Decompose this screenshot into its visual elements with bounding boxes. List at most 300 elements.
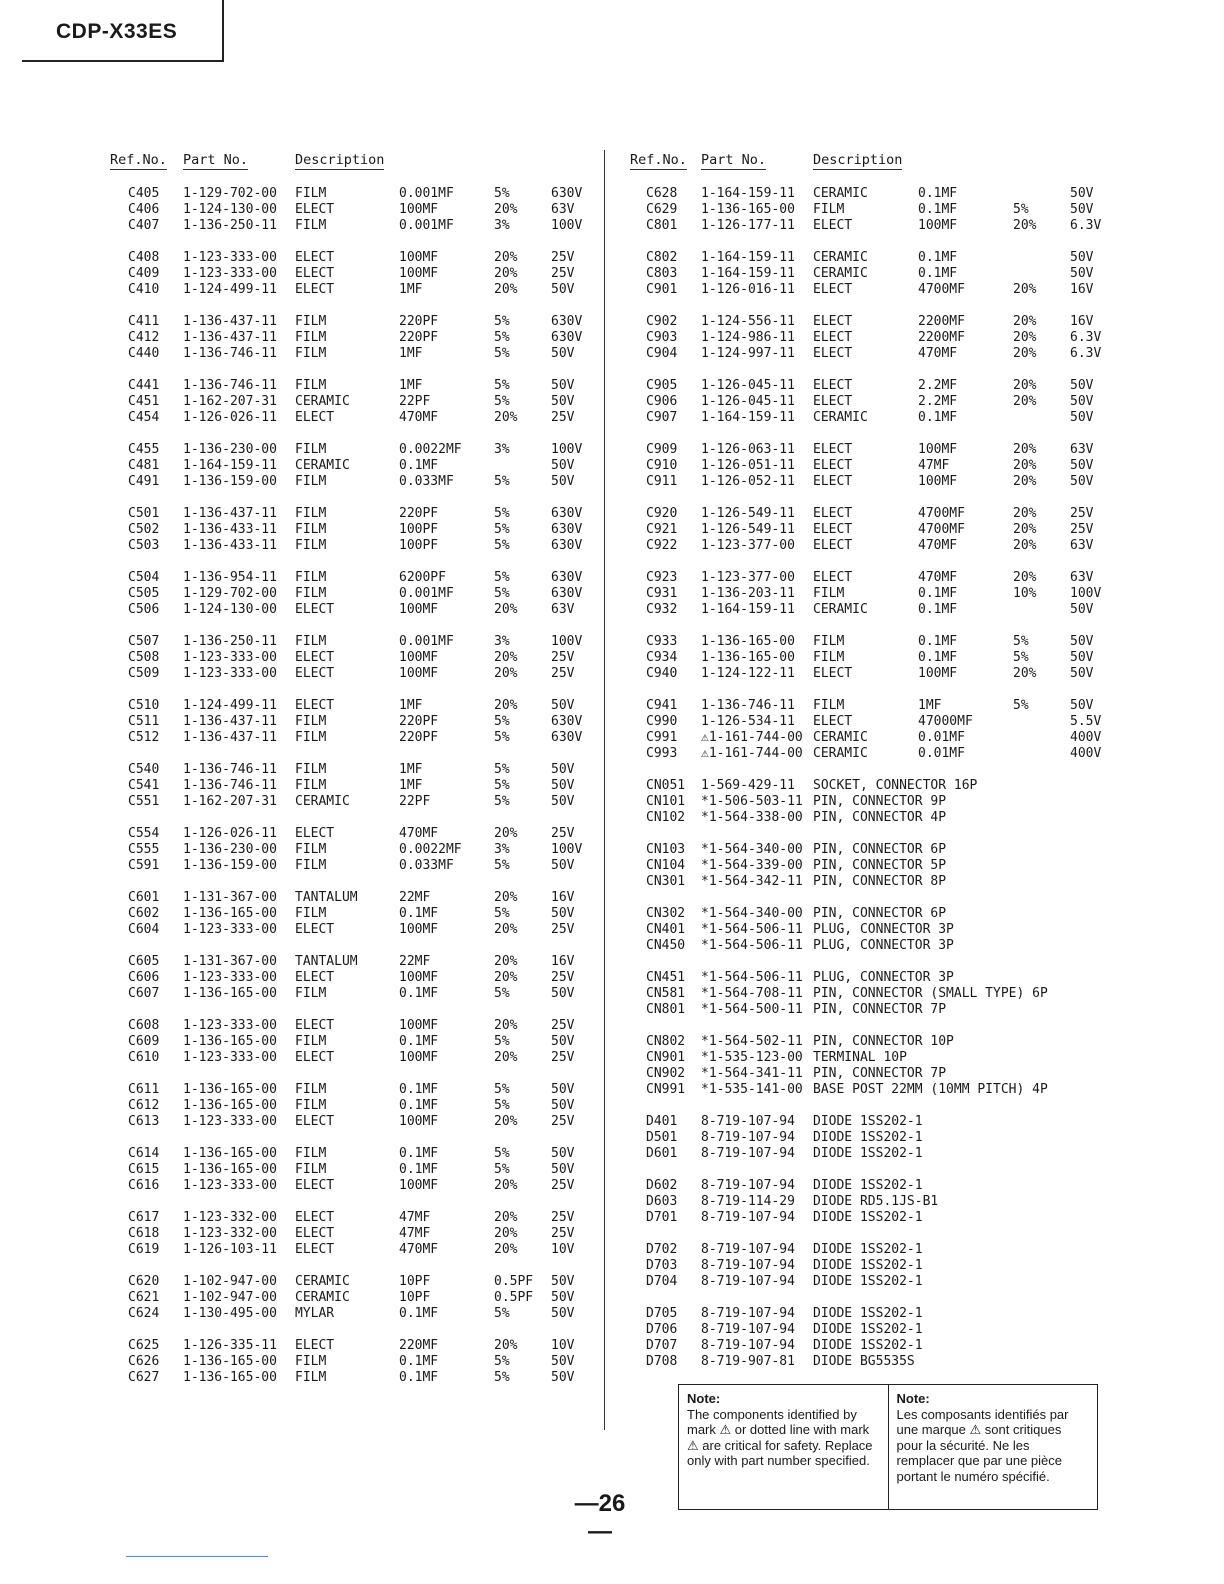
description-cell: ELECT [813, 474, 853, 489]
part-no-cell: 1-136-746-11 [183, 346, 277, 361]
part-no-cell: 1-136-203-11 [701, 586, 795, 601]
value-cell: 0.1MF [918, 186, 958, 201]
voltage-cell: 50V [551, 346, 575, 361]
ref-no-cell: C555 [128, 842, 160, 857]
value-cell: 22PF [399, 794, 431, 809]
value-cell: 47MF [399, 1226, 431, 1241]
part-no-cell: 1-123-333-00 [183, 266, 277, 281]
description-cell: ELECT [295, 1226, 335, 1241]
ref-no-cell: C613 [128, 1114, 160, 1129]
part-no-cell: 1-136-437-11 [183, 330, 277, 345]
description-cell: DIODE 1SS202-1 [813, 1178, 923, 1193]
description-cell: ELECT [813, 394, 853, 409]
description-cell: ELECT [295, 698, 335, 713]
part-no-cell: 8-719-107-94 [701, 1242, 795, 1257]
ref-no-cell: C627 [128, 1370, 160, 1385]
part-no-cell: 1-126-177-11 [701, 218, 795, 233]
part-no-cell: *1-506-503-11 [701, 794, 803, 809]
ref-no-cell: CN801 [646, 1002, 686, 1017]
part-no-cell: 1-126-016-11 [701, 282, 795, 297]
part-no-cell: 1-126-063-11 [701, 442, 795, 457]
part-no-cell: 1-123-377-00 [701, 538, 795, 553]
part-no-cell: 1-164-159-11 [701, 250, 795, 265]
voltage-cell: 100V [551, 218, 583, 233]
description-cell: ELECT [295, 602, 335, 617]
tolerance-cell: 5% [494, 1098, 510, 1113]
part-no-cell: 1-130-495-00 [183, 1306, 277, 1321]
ref-no-cell: D707 [646, 1338, 678, 1353]
description-cell: CERAMIC [813, 602, 868, 617]
tolerance-cell: 5% [494, 330, 510, 345]
description-cell: ELECT [295, 666, 335, 681]
description-cell: CERAMIC [813, 410, 868, 425]
bottom-rule [126, 1556, 268, 1557]
page-number: —26— [574, 1490, 626, 1545]
ref-no-cell: C940 [646, 666, 678, 681]
tolerance-cell: 3% [494, 442, 510, 457]
part-no-cell: 8-719-107-94 [701, 1322, 795, 1337]
safety-notes [678, 1384, 1098, 1510]
part-no-cell: 1-136-165-00 [701, 634, 795, 649]
voltage-cell: 100V [551, 634, 583, 649]
voltage-cell: 25V [551, 1226, 575, 1241]
value-cell: 0.1MF [399, 458, 439, 473]
value-cell: 47000MF [918, 714, 973, 729]
note-title: Note: [687, 1391, 721, 1406]
value-cell: 470MF [918, 570, 958, 585]
ref-no-cell: CN581 [646, 986, 686, 1001]
ref-no-cell: CN302 [646, 906, 686, 921]
value-cell: 0.1MF [399, 1098, 439, 1113]
ref-no-cell: C551 [128, 794, 160, 809]
voltage-cell: 50V [551, 906, 575, 921]
ref-no-cell: D601 [646, 1146, 678, 1161]
description-cell: DIODE 1SS202-1 [813, 1210, 923, 1225]
part-no-cell: *1-564-708-11 [701, 986, 803, 1001]
part-no-cell: 8-719-107-94 [701, 1258, 795, 1273]
part-no-cell: 1-164-159-11 [701, 602, 795, 617]
part-no-cell: *1-564-339-00 [701, 858, 803, 873]
description-cell: ELECT [295, 1050, 335, 1065]
value-cell: 220MF [399, 1338, 439, 1353]
description-cell: DIODE 1SS202-1 [813, 1322, 923, 1337]
ref-no-cell: C412 [128, 330, 160, 345]
part-no-cell: 1-136-437-11 [183, 714, 277, 729]
value-cell: 220PF [399, 506, 439, 521]
voltage-cell: 50V [551, 698, 575, 713]
tolerance-cell: 20% [1013, 218, 1037, 233]
value-cell: 4700MF [918, 506, 965, 521]
ref-no-cell: C541 [128, 778, 160, 793]
voltage-cell: 25V [551, 266, 575, 281]
part-no-cell: 1-126-052-11 [701, 474, 795, 489]
description-cell: FILM [295, 218, 327, 233]
value-cell: 1MF [918, 698, 942, 713]
value-cell: 0.001MF [399, 186, 454, 201]
value-cell: 100MF [399, 266, 439, 281]
tolerance-cell: 0.5PF [494, 1290, 534, 1305]
part-no-cell: 1-569-429-11 [701, 778, 795, 793]
voltage-cell: 50V [551, 1098, 575, 1113]
value-cell: 0.1MF [918, 410, 958, 425]
ref-no-cell: C455 [128, 442, 160, 457]
description-cell: ELECT [813, 442, 853, 457]
description-cell: ELECT [813, 378, 853, 393]
value-cell: 220PF [399, 330, 439, 345]
voltage-cell: 50V [551, 1290, 575, 1305]
value-cell: 100MF [399, 602, 439, 617]
part-no-header: Part No. [701, 152, 767, 168]
value-cell: 4700MF [918, 282, 965, 297]
tolerance-cell: 5% [494, 394, 510, 409]
description-cell: ELECT [295, 970, 335, 985]
ref-no-cell: C614 [128, 1146, 160, 1161]
description-cell: PIN, CONNECTOR 8P [813, 874, 947, 889]
ref-no-cell: C505 [128, 586, 160, 601]
description-cell: FILM [295, 1354, 327, 1369]
part-no-cell: 1-126-026-11 [183, 826, 277, 841]
value-cell: 100MF [918, 474, 958, 489]
ref-no-cell: C451 [128, 394, 160, 409]
description-cell: PIN, CONNECTOR 6P [813, 906, 947, 921]
tolerance-cell: 5% [494, 794, 510, 809]
value-cell: 220PF [399, 714, 439, 729]
tolerance-cell: 20% [494, 954, 518, 969]
tolerance-cell: 20% [494, 1018, 518, 1033]
description-cell: ELECT [295, 202, 335, 217]
description-cell: DIODE 1SS202-1 [813, 1130, 923, 1145]
tolerance-cell: 20% [494, 698, 518, 713]
value-cell: 0.001MF [399, 634, 454, 649]
value-cell: 1MF [399, 282, 423, 297]
value-cell: 0.01MF [918, 730, 965, 745]
ref-no-cell: CN301 [646, 874, 686, 889]
voltage-cell: 50V [551, 378, 575, 393]
value-cell: 100MF [399, 250, 439, 265]
ref-no-cell: C902 [646, 314, 678, 329]
description-cell: DIODE 1SS202-1 [813, 1274, 923, 1289]
ref-no-cell: C990 [646, 714, 678, 729]
ref-no-cell: C617 [128, 1210, 160, 1225]
tolerance-cell: 5% [494, 762, 510, 777]
tolerance-cell: 5% [494, 1034, 510, 1049]
description-cell: PLUG, CONNECTOR 3P [813, 938, 954, 953]
value-cell: 0.1MF [399, 1370, 439, 1385]
description-cell: PIN, CONNECTOR 4P [813, 810, 947, 825]
ref-no-cell: D501 [646, 1130, 678, 1145]
voltage-cell: 25V [551, 1018, 575, 1033]
part-no-cell: *1-564-500-11 [701, 1002, 803, 1017]
ref-no-cell: C508 [128, 650, 160, 665]
voltage-cell: 630V [551, 570, 583, 585]
ref-no-cell: C606 [128, 970, 160, 985]
ref-no-cell: CN051 [646, 778, 686, 793]
ref-no-cell: C628 [646, 186, 678, 201]
ref-no-cell: CN802 [646, 1034, 686, 1049]
description-cell: DIODE 1SS202-1 [813, 1338, 923, 1353]
part-no-cell: 1-102-947-00 [183, 1274, 277, 1289]
description-cell: FILM [295, 730, 327, 745]
tolerance-cell: 20% [1013, 346, 1037, 361]
part-no-cell: 1-126-534-11 [701, 714, 795, 729]
description-cell: ELECT [813, 570, 853, 585]
value-cell: 2200MF [918, 314, 965, 329]
ref-no-cell: C615 [128, 1162, 160, 1177]
note-french [888, 1385, 1098, 1509]
tolerance-cell: 5% [494, 1306, 510, 1321]
description-cell: FILM [295, 1034, 327, 1049]
tolerance-cell: 20% [494, 1114, 518, 1129]
voltage-cell: 10V [551, 1242, 575, 1257]
tolerance-cell: 5% [494, 1146, 510, 1161]
voltage-cell: 630V [551, 330, 583, 345]
tolerance-cell: 3% [494, 842, 510, 857]
description-cell: FILM [295, 570, 327, 585]
part-no-cell: 1-126-045-11 [701, 378, 795, 393]
part-no-cell: *1-564-341-11 [701, 1066, 803, 1081]
ref-no-cell: C406 [128, 202, 160, 217]
tolerance-cell: 5% [494, 1370, 510, 1385]
description-cell: FILM [813, 634, 845, 649]
voltage-cell: 50V [551, 1034, 575, 1049]
description-cell: DIODE 1SS202-1 [813, 1242, 923, 1257]
voltage-cell: 50V [551, 794, 575, 809]
tolerance-cell: 20% [1013, 458, 1037, 473]
part-no-cell: 8-719-907-81 [701, 1354, 795, 1369]
description-cell: ELECT [813, 714, 853, 729]
part-no-cell: 1-136-165-00 [701, 650, 795, 665]
value-cell: 0.1MF [918, 266, 958, 281]
description-cell: SOCKET, CONNECTOR 16P [813, 778, 978, 793]
ref-no-cell: C621 [128, 1290, 160, 1305]
tolerance-cell: 5% [494, 378, 510, 393]
ref-no-cell: C502 [128, 522, 160, 537]
value-cell: 0.1MF [918, 586, 958, 601]
part-no-cell: 1-136-746-11 [183, 378, 277, 393]
description-cell: ELECT [295, 266, 335, 281]
part-no-cell: *1-564-340-00 [701, 906, 803, 921]
part-no-cell: 1-136-746-11 [701, 698, 795, 713]
part-no-cell: 8-719-114-29 [701, 1194, 795, 1209]
ref-no-cell: C901 [646, 282, 678, 297]
voltage-cell: 50V [551, 1146, 575, 1161]
part-no-cell: 1-164-159-11 [701, 410, 795, 425]
tolerance-cell: 20% [494, 282, 518, 297]
voltage-cell: 630V [551, 586, 583, 601]
value-cell: 0.1MF [399, 1306, 439, 1321]
part-no-cell: 1-136-165-00 [701, 202, 795, 217]
voltage-cell: 16V [551, 954, 575, 969]
tolerance-cell: 20% [1013, 394, 1037, 409]
tolerance-cell: 5% [494, 538, 510, 553]
description-cell: FILM [813, 202, 845, 217]
description-cell: ELECT [295, 1210, 335, 1225]
part-no-cell: *1-564-502-11 [701, 1034, 803, 1049]
voltage-cell: 630V [551, 522, 583, 537]
ref-no-cell: CN102 [646, 810, 686, 825]
tolerance-cell: 20% [494, 890, 518, 905]
ref-no-cell: C933 [646, 634, 678, 649]
part-no-cell: 1-124-986-11 [701, 330, 795, 345]
description-cell: ELECT [813, 330, 853, 345]
description-cell: FILM [295, 858, 327, 873]
description-cell: ELECT [813, 506, 853, 521]
ref-no-cell: CN103 [646, 842, 686, 857]
tolerance-cell: 20% [494, 1226, 518, 1241]
part-no-cell: 8-719-107-94 [701, 1146, 795, 1161]
part-no-cell: 1-136-159-00 [183, 858, 277, 873]
voltage-cell: 63V [551, 602, 575, 617]
tolerance-cell: 5% [494, 714, 510, 729]
description-cell: ELECT [295, 1338, 335, 1353]
description-cell: CERAMIC [295, 1290, 350, 1305]
ref-no-header: Ref.No. [630, 152, 687, 168]
tolerance-cell: 20% [1013, 666, 1037, 681]
part-no-cell: 1-136-159-00 [183, 474, 277, 489]
value-cell: 0.0022MF [399, 442, 462, 457]
ref-no-cell: C612 [128, 1098, 160, 1113]
part-no-cell: 1-123-333-00 [183, 1178, 277, 1193]
ref-no-cell: C602 [128, 906, 160, 921]
description-cell: ELECT [813, 458, 853, 473]
tolerance-cell: 3% [494, 634, 510, 649]
value-cell: 47MF [399, 1210, 431, 1225]
description-cell: FILM [295, 1162, 327, 1177]
ref-no-cell: C904 [646, 346, 678, 361]
part-no-cell: 1-123-333-00 [183, 650, 277, 665]
part-no-cell: 1-123-332-00 [183, 1210, 277, 1225]
ref-no-cell: C601 [128, 890, 160, 905]
voltage-cell: 50V [551, 1274, 575, 1289]
ref-no-cell: C934 [646, 650, 678, 665]
ref-no-header: Ref.No. [110, 152, 167, 168]
ref-no-cell: C591 [128, 858, 160, 873]
value-cell: 47MF [918, 458, 950, 473]
ref-no-cell: C921 [646, 522, 678, 537]
ref-no-cell: C910 [646, 458, 678, 473]
value-cell: 100MF [399, 1018, 439, 1033]
part-no-cell: 1-124-130-00 [183, 602, 277, 617]
value-cell: 0.1MF [399, 1082, 439, 1097]
description-cell: PIN, CONNECTOR (SMALL TYPE) 6P [813, 986, 1048, 1001]
part-no-cell: 1-123-333-00 [183, 1114, 277, 1129]
part-no-cell: 1-164-159-11 [183, 458, 277, 473]
voltage-cell: 50V [551, 1306, 575, 1321]
description-cell: DIODE RD5.1JS-B1 [813, 1194, 939, 1209]
tolerance-cell: 20% [494, 266, 518, 281]
part-no-cell: 1-136-250-11 [183, 634, 277, 649]
tolerance-cell: 5% [494, 906, 510, 921]
description-cell: FILM [295, 986, 327, 1001]
ref-no-cell: C909 [646, 442, 678, 457]
value-cell: 100MF [399, 650, 439, 665]
value-cell: 100MF [399, 1178, 439, 1193]
part-no-cell: 1-131-367-00 [183, 954, 277, 969]
part-no-cell: 1-126-051-11 [701, 458, 795, 473]
description-cell: FILM [295, 346, 327, 361]
voltage-cell: 50V [551, 986, 575, 1001]
value-cell: 22MF [399, 954, 431, 969]
voltage-cell: 100V [551, 442, 583, 457]
tolerance-cell: 20% [494, 1050, 518, 1065]
description-cell: FILM [813, 698, 845, 713]
ref-no-cell: C481 [128, 458, 160, 473]
tolerance-cell: 5% [494, 474, 510, 489]
note-text: The components identified by mark ⚠ or dotted line with mark ⚠ are critical for safety. Replace only with part number specified. [687, 1406, 873, 1468]
value-cell: 100MF [399, 202, 439, 217]
voltage-cell: 25V [551, 1210, 575, 1225]
part-no-cell: 1-136-437-11 [183, 314, 277, 329]
voltage-cell: 630V [551, 730, 583, 745]
part-no-cell: 1-126-103-11 [183, 1242, 277, 1257]
description-cell: PLUG, CONNECTOR 3P [813, 970, 954, 985]
tolerance-cell: 3% [494, 218, 510, 233]
description-cell: ELECT [295, 250, 335, 265]
ref-no-cell: C540 [128, 762, 160, 777]
voltage-cell: 50V [551, 778, 575, 793]
tolerance-cell: 20% [1013, 538, 1037, 553]
value-cell: 470MF [399, 410, 439, 425]
ref-no-cell: CN901 [646, 1050, 686, 1065]
description-cell: FILM [295, 442, 327, 457]
tolerance-cell: 20% [494, 826, 518, 841]
part-no-cell: 1-164-159-11 [701, 266, 795, 281]
description-cell: FILM [295, 474, 327, 489]
value-cell: 0.033MF [399, 474, 454, 489]
tolerance-cell: 5% [494, 778, 510, 793]
description-cell: FILM [295, 762, 327, 777]
description-cell: FILM [295, 538, 327, 553]
part-no-cell: 1-123-332-00 [183, 1226, 277, 1241]
tolerance-cell: 20% [494, 970, 518, 985]
part-no-cell: 1-136-165-00 [183, 1034, 277, 1049]
tolerance-cell: 20% [1013, 474, 1037, 489]
part-no-cell: 8-719-107-94 [701, 1114, 795, 1129]
voltage-cell: 10V [551, 1338, 575, 1353]
voltage-cell: 50V [551, 282, 575, 297]
description-cell: BASE POST 22MM (10MM PITCH) 4P [813, 1082, 1048, 1097]
ref-no-cell: C905 [646, 378, 678, 393]
value-cell: 22MF [399, 890, 431, 905]
part-no-cell: 1-136-746-11 [183, 778, 277, 793]
description-cell: PLUG, CONNECTOR 3P [813, 922, 954, 937]
description-cell: ELECT [295, 922, 335, 937]
tolerance-cell: 5% [494, 586, 510, 601]
part-no-cell: 1-136-165-00 [183, 1162, 277, 1177]
voltage-cell: 25V [551, 1178, 575, 1193]
ref-no-cell: C607 [128, 986, 160, 1001]
ref-no-cell: C620 [128, 1274, 160, 1289]
ref-no-cell: CN401 [646, 922, 686, 937]
tolerance-cell: 10% [1013, 586, 1037, 601]
value-cell: 100MF [399, 1050, 439, 1065]
description-cell: ELECT [813, 218, 853, 233]
value-cell: 470MF [918, 346, 958, 361]
voltage-cell: 630V [551, 538, 583, 553]
voltage-cell: 25V [551, 922, 575, 937]
ref-no-cell: C554 [128, 826, 160, 841]
ref-no-cell: C619 [128, 1242, 160, 1257]
voltage-cell: 630V [551, 714, 583, 729]
ref-no-cell: CN450 [646, 938, 686, 953]
tolerance-cell: 5% [1013, 650, 1029, 665]
value-cell: 0.1MF [918, 634, 958, 649]
value-cell: 100PF [399, 538, 439, 553]
part-no-cell: 1-136-250-11 [183, 218, 277, 233]
voltage-cell: 25V [551, 410, 575, 425]
part-no-cell: ⚠1-161-744-00 [701, 746, 803, 761]
ref-no-cell: C605 [128, 954, 160, 969]
